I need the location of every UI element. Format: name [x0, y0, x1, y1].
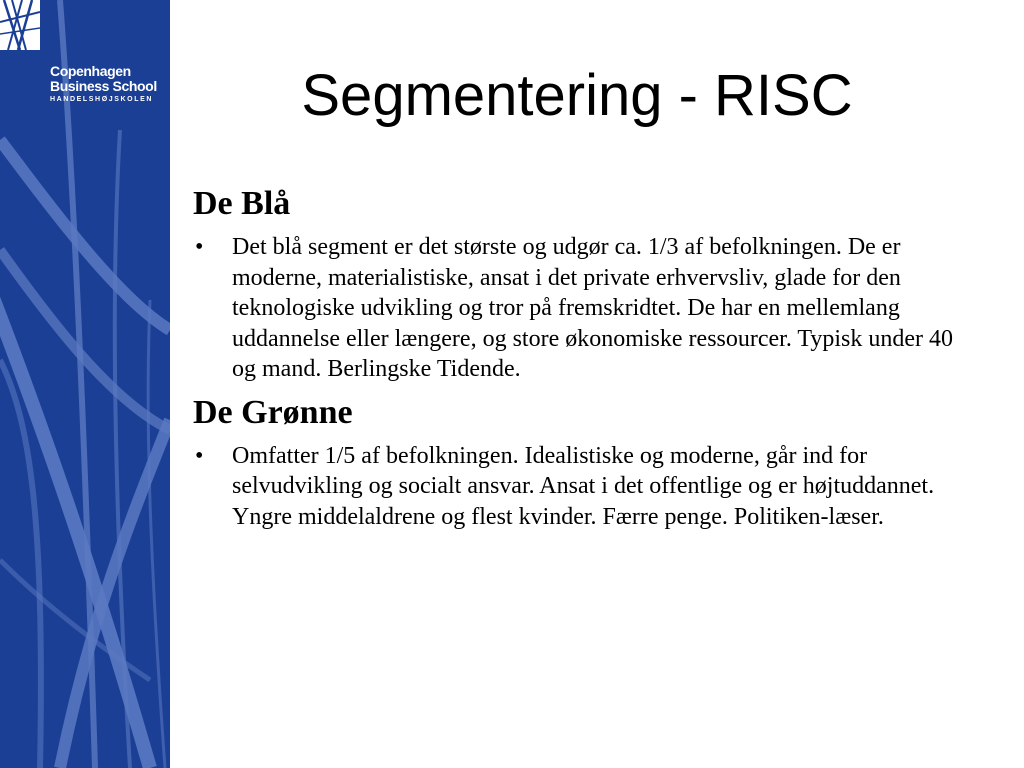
- bullet-text-green: Omfatter 1/5 af befolkningen. Idealistiske og moderne, går ind for selvudvikling og socialt ansvar. Ansat i det offentlige og er højtuddannet. Yngre middelaldrene og flest kvinder. Færre penge. Politiken-læser.: [232, 442, 935, 530]
- logo-line-3: HANDELSHØJSKOLEN: [50, 96, 153, 103]
- bullet-item-blue: [193, 232, 983, 385]
- cbs-logo-icon: [0, 0, 40, 50]
- slide-title: Segmentering - RISC: [301, 63, 853, 128]
- logo-line-2: Business School: [50, 78, 157, 94]
- sidebar-panel: [0, 0, 170, 768]
- bullet-icon: •: [195, 234, 204, 260]
- slide-content: [193, 182, 983, 538]
- sidebar-decoration: [0, 0, 170, 768]
- cbs-logo-text: [50, 64, 157, 105]
- bullet-text-blue: Det blå segment er det største og udgør ca. 1/3 af befolkningen. De er moderne, materialistiske, ansat i det private erhvervsliv, glade for den teknologiske udvikling og tror på fremskridtet. De har en mellemlang uddannelse eller længere, og store økonomiske ressourcer. Typisk under 40 og mand. Berlingske Tidende.: [232, 234, 954, 382]
- bullet-icon: •: [195, 442, 204, 469]
- section-heading-green: De Grønne: [193, 393, 353, 431]
- bullet-item-green: [193, 441, 983, 533]
- logo-line-1: Copenhagen: [50, 63, 131, 79]
- section-heading-blue: De Blå: [193, 185, 291, 222]
